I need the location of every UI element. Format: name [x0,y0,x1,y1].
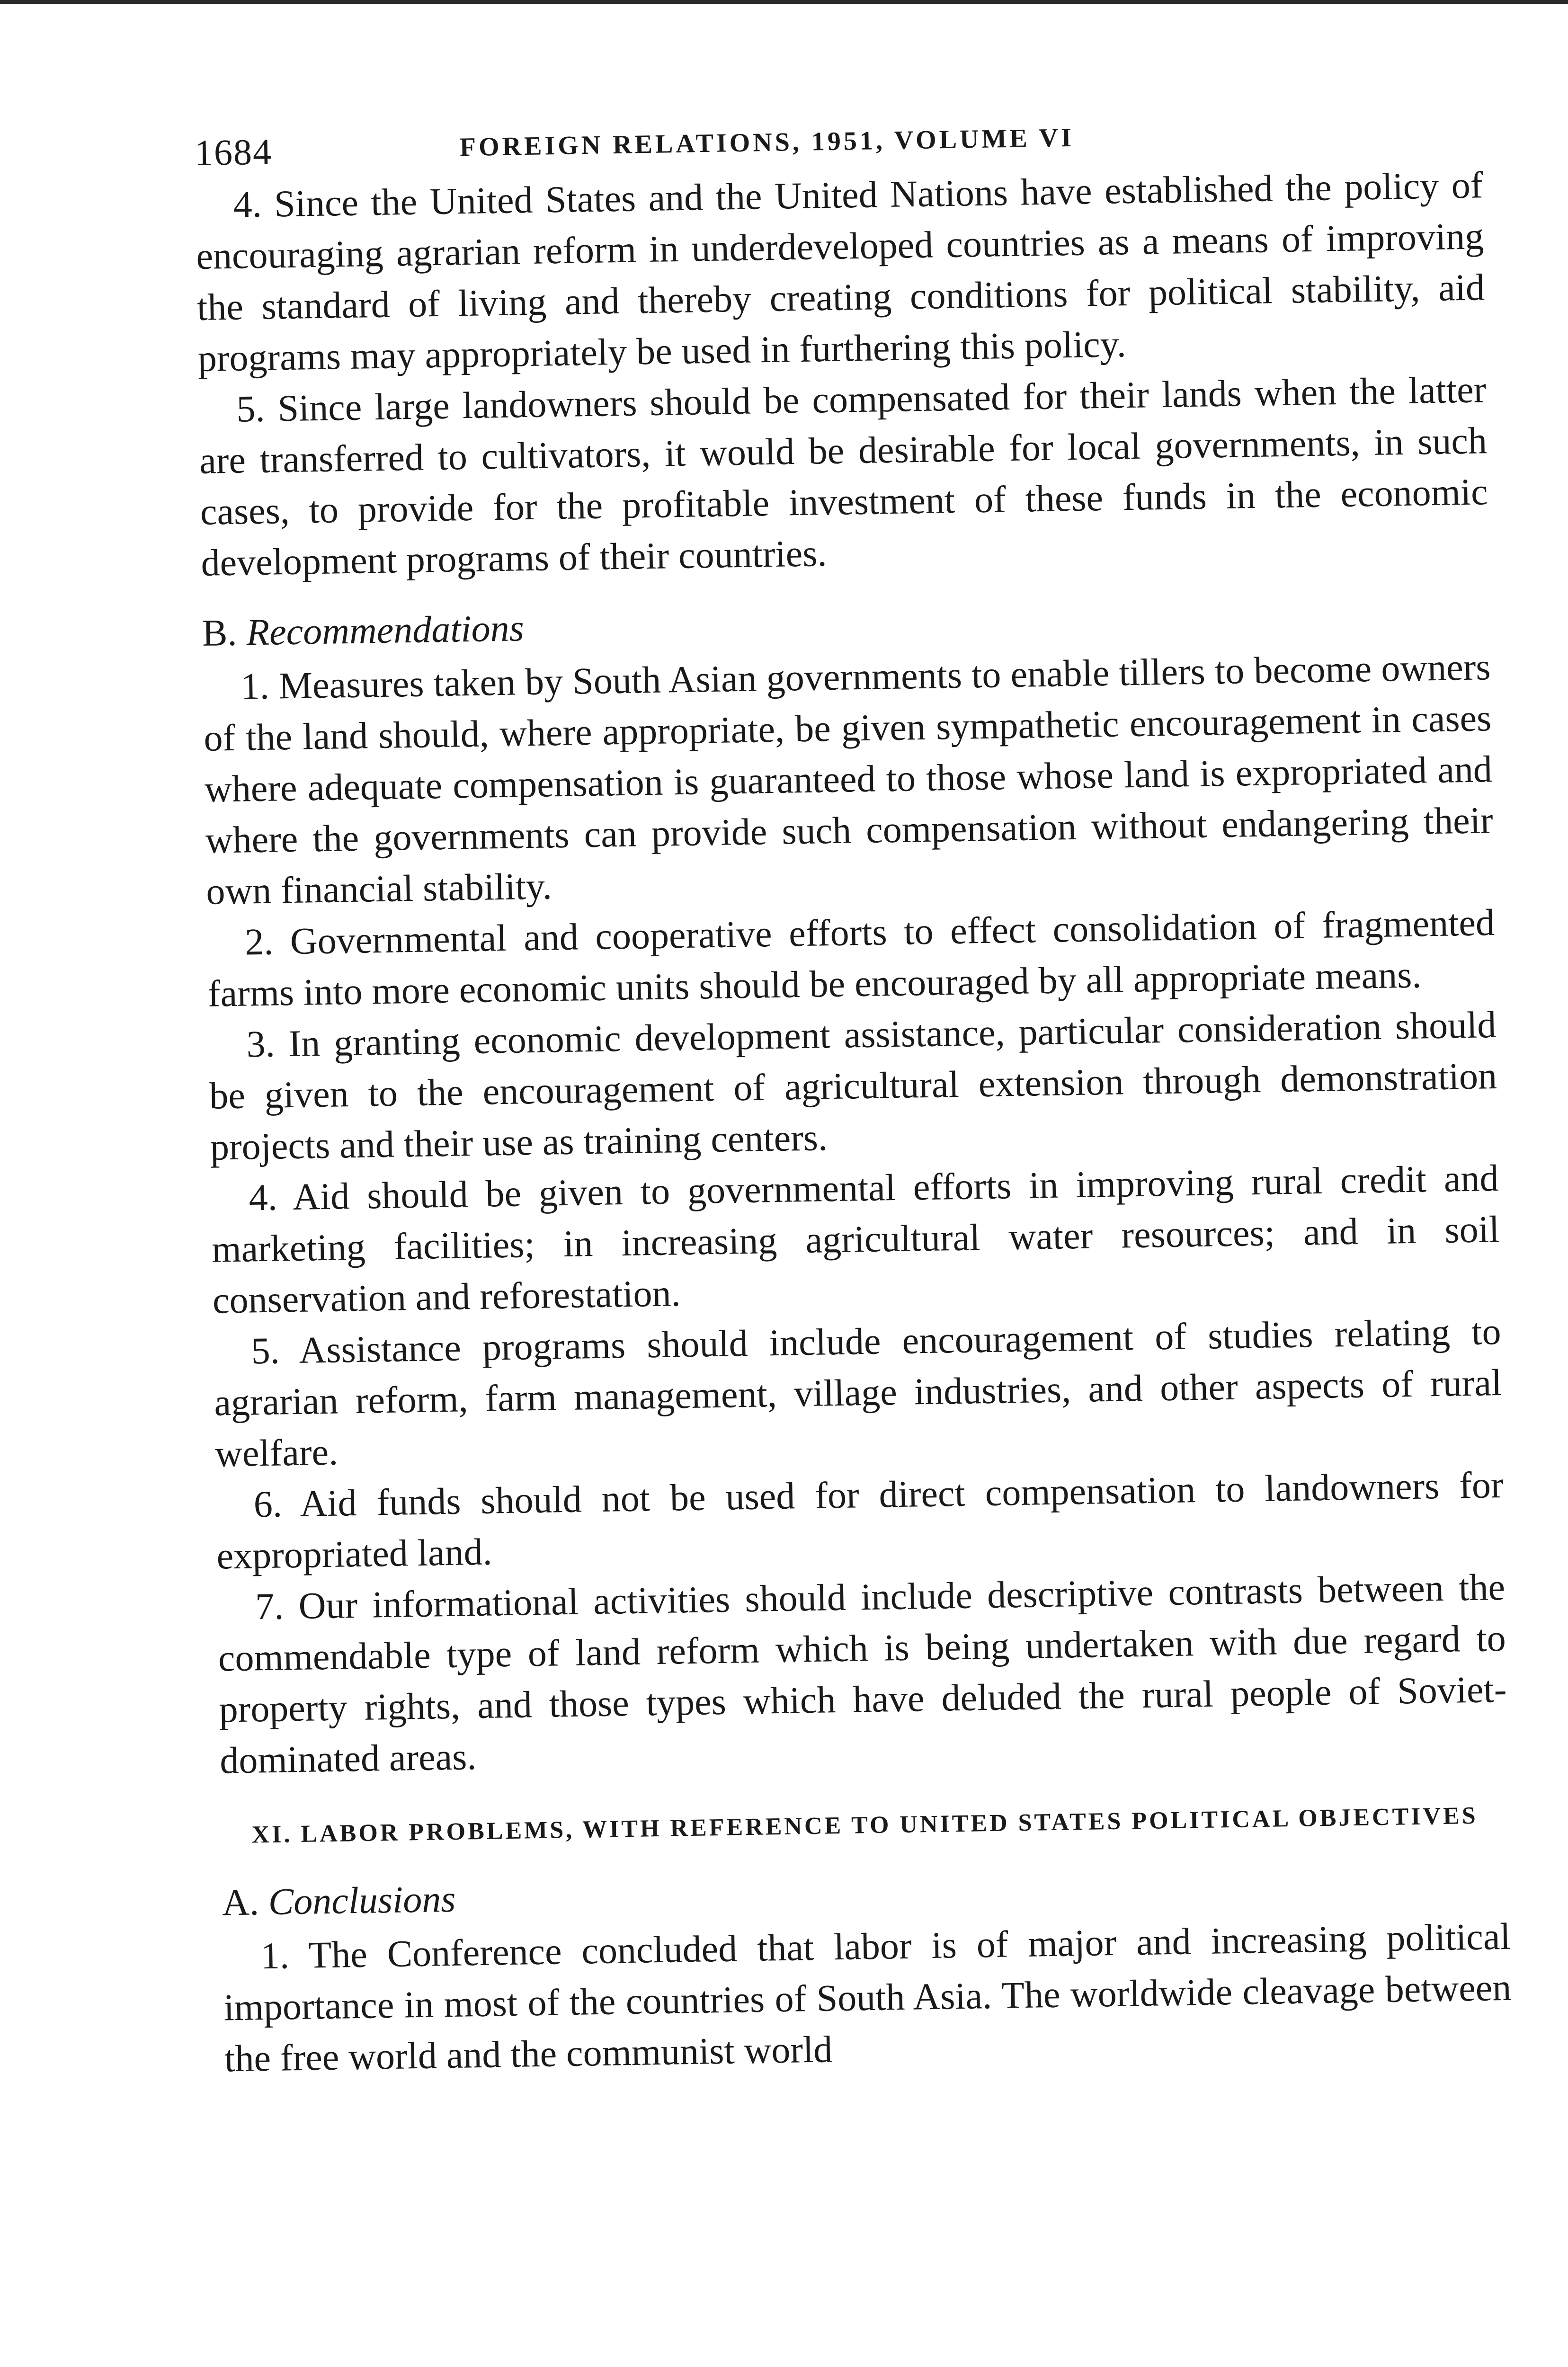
section-letter-b: B. [202,612,237,654]
page-number: 1684 [194,131,273,173]
chapter-heading-xi: XI. LABOR PROBLEMS, WITH REFERENCE TO UNITED STATES POLITICAL OBJECTIVES [251,1802,1479,1849]
paragraph-b5: 5. Assistance programs should include encouragement of studies relating to agrarian reform, farm management, village industries, and other aspects of rural welfare. [214,1310,1502,1475]
paragraph-a5: 5. Since large landowners should be compensated for their lands when the latter are transferred to cultivators, it would be desirable for local governments, in such cases, to provide for the profitable investment of these funds in the economic development programs of their countries. [199,369,1488,584]
paragraph-b1: 1. Measures taken by South Asian governments to enable tillers to become owners of the land should, where appropriate, be given sympathetic encouragement in cases where adequate compensation is guaranteed to those whose land is expropriated and where the governments can provide such compensation without endangering their own financial stability. [203,646,1494,913]
paragraph-a4: 4. Since the United States and the United Nations have established the policy of encouraging agrarian reform in underdeveloped countries as a means of improving the standard of living and thereby creating conditions for political stability, aid programs may appropriately be used in furthering this policy. [196,164,1485,380]
paragraph-b7: 7. Our informational activities should include descriptive contrasts between the commendable type of land reform which is being undertaken with due regard to property rights, and those types which have deluded the rural people of Soviet-dominated areas. [218,1566,1507,1782]
running-title: FOREIGN RELATIONS, 1951, VOLUME VI [459,123,1075,162]
paragraph-b6: 6. Aid funds should not be used for direct compensation to landowners for expropriated land. [216,1464,1504,1577]
paragraph-b4: 4. Aid should be given to governmental efforts in improving rural credit and marketing facilities; in increasing agricultural water resources; and in soil conservation and reforestation. [211,1157,1500,1322]
paragraph-xi-a1: 1. The Conference concluded that labor is of major and increasing political importance in most of the countries of South Asia. The worldwide cleavage between the free world and the communist world [223,1915,1512,2080]
section-title-conclusions: Conclusions [268,1878,456,1923]
scan-top-edge [0,0,1568,4]
document-page [194,103,1513,2084]
section-letter-a: A. [222,1881,259,1924]
paragraph-b2: 2. Governmental and cooperative efforts to effect consolidation of fragmented farms into more economic units should be encouraged by all appropriate means. [207,902,1495,1015]
paragraph-b3: 3. In granting economic development assistance, particular consideration should be given to the encouragement of agricultural extension through demonstration projects and their use as training centers. [209,1004,1497,1168]
section-title-recommendations: Recommendations [246,607,525,654]
